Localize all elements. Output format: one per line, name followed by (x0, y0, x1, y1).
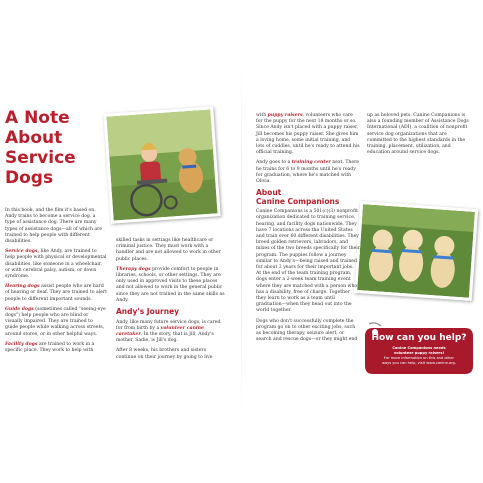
hearing-dogs-term: Hearing dogs (5, 284, 40, 290)
title-line-2: About (5, 128, 63, 148)
about-heading (256, 189, 360, 206)
title-line-4: Dogs (5, 168, 54, 188)
journey-text-b: . In the story, that is Jill, Andy's mother, Sadie, is Jill's dog. (116, 331, 214, 344)
therapy-dogs-text: provide comfort to people in libraries, schools, or other settings. They are only used in approved visits to these places and not allowed to work in the general public since they are not trained in the same skills as Andy. (116, 266, 225, 303)
hearing-dogs-paragraph (5, 284, 107, 303)
journey-paragraph (116, 320, 226, 345)
badge-line-3: For more information on this and other (384, 356, 454, 360)
about-paragraph: Canine Companions is a 501(c)(3) nonprofit organization dedicated to training service, hearing, and facility dogs nationwide. They have 7 locations across the United States and train over 60 different disabilities. They breed golden retrievers, labradors, and mixes of the two breeds specifically for their program. The puppies follow a journey similar to Andy's—being raised and trained for about 2 years for their important jobs. At the end of the team training program, dogs enter a 2-week team training event where they are matched with a person who has a disability, free of charge. Together they learn to work as a team until graduation—when they head out into the world together. (256, 209, 360, 314)
badge-heading: How can you help? (371, 333, 467, 343)
trainer-text-a: Andy goes to a (256, 160, 292, 166)
service-dogs-paragraph (5, 249, 107, 280)
page-title (5, 108, 95, 188)
photo-puppies (354, 201, 478, 301)
how-can-you-help-badge (363, 322, 475, 380)
facility-dogs-text: are trained to work in a specific place. They work to help with (5, 341, 95, 354)
column-3 (256, 113, 360, 348)
photo-girl-with-dog (103, 106, 220, 223)
column-2 (116, 238, 226, 365)
dogs-paragraph: Dogs who don't successfully complete the program go on to other exciting jobs, such as becoming therapy, seizure alert, or search and rescue dogs—or they might end (256, 318, 358, 343)
after-paragraph: After 8 weeks, his brothers and sisters continue on their journey by going to live (116, 348, 213, 360)
facility-cont-paragraph: skilled tasks in settings like healthcare or criminal justice. They must work with a handler and are not allowed to work in other public places. (116, 238, 221, 262)
therapy-dogs-term: Therapy dogs (116, 266, 151, 272)
photo-girl-with-dog-image (106, 109, 217, 220)
journey-text-a: Andy, like many future service dogs, is cared for from birth by a (116, 319, 221, 331)
adi-paragraph: up as beloved pets. Canine Companions is also a founding member of Assistance Dogs International (ADI), a coalition of nonprofit service dog organizations that are committed to the highest standards in the training, placement, utilization, and education around service dogs. (367, 113, 469, 156)
training-center-term: training center (291, 160, 331, 166)
page-fold (241, 60, 242, 420)
puppy-raisers-paragraph (256, 113, 360, 156)
hearing-dogs-text: assist people who are hard of hearing or deaf. They are trained to alert people to different important sounds. (5, 284, 107, 302)
about-heading-line-1: About (256, 188, 282, 198)
service-dogs-term: Service dogs, (5, 249, 40, 255)
trainer-text-b: next. There he trains for 6 to 9 months until he's ready for graduation, where he's matched with Olivia. (256, 160, 359, 185)
column-4 (367, 113, 473, 160)
column-1 (5, 208, 107, 358)
puppy-text-a: with (256, 113, 268, 118)
badge-line-1: Canine Companions needs (392, 346, 446, 350)
guide-dogs-text: (sometimes called "seeing-eye dogs") help people who are blind or visually impaired. They are trained to guide people while walking across streets, around stores, or in other helpful ways. (5, 306, 106, 337)
puppy-text-b: , volunteers who care for the puppy for the next 18 months or so. Since Andy isn't placed with a puppy raiser, Jill becomes his puppy raiser. She gives him a loving home, some initial training, and lots of cuddles, until he's ready to attend his official training. (256, 113, 360, 156)
guide-dogs-term: Guide dogs (5, 306, 34, 312)
intro-paragraph: In this book, and the film it's based on, Andy trains to become a service dog, a type of assistance dog. There are many types of assistance dogs—all of which are trained to help people with different disabilities. (5, 208, 103, 245)
therapy-dogs-paragraph (116, 267, 226, 304)
guide-dogs-paragraph (5, 307, 107, 338)
photo-puppies-image (357, 204, 475, 298)
training-center-paragraph (256, 160, 360, 185)
puppy-raisers-term: puppy raisers (267, 113, 303, 118)
andys-journey-heading: Andy's Journey (116, 307, 180, 317)
title-line-3: Service (5, 148, 76, 168)
facility-dogs-paragraph (5, 342, 107, 354)
about-heading-line-2: Canine Companions (256, 196, 340, 206)
service-dogs-text: like Andy, are trained to help people with physical or developmental disabilities, like someone in a wheelchair, or with cerebral palsy, autism, or down syndrome. (5, 249, 107, 280)
title-line-1: A Note (5, 108, 70, 128)
facility-dogs-term: Facility dogs (5, 341, 38, 347)
badge-line-2: volunteer puppy raisers! (393, 350, 445, 355)
canine-caretaker-term: volunteer canine caretaker (116, 325, 204, 337)
badge-line-4: ways you can help, visit www.canine.org. (382, 360, 456, 365)
